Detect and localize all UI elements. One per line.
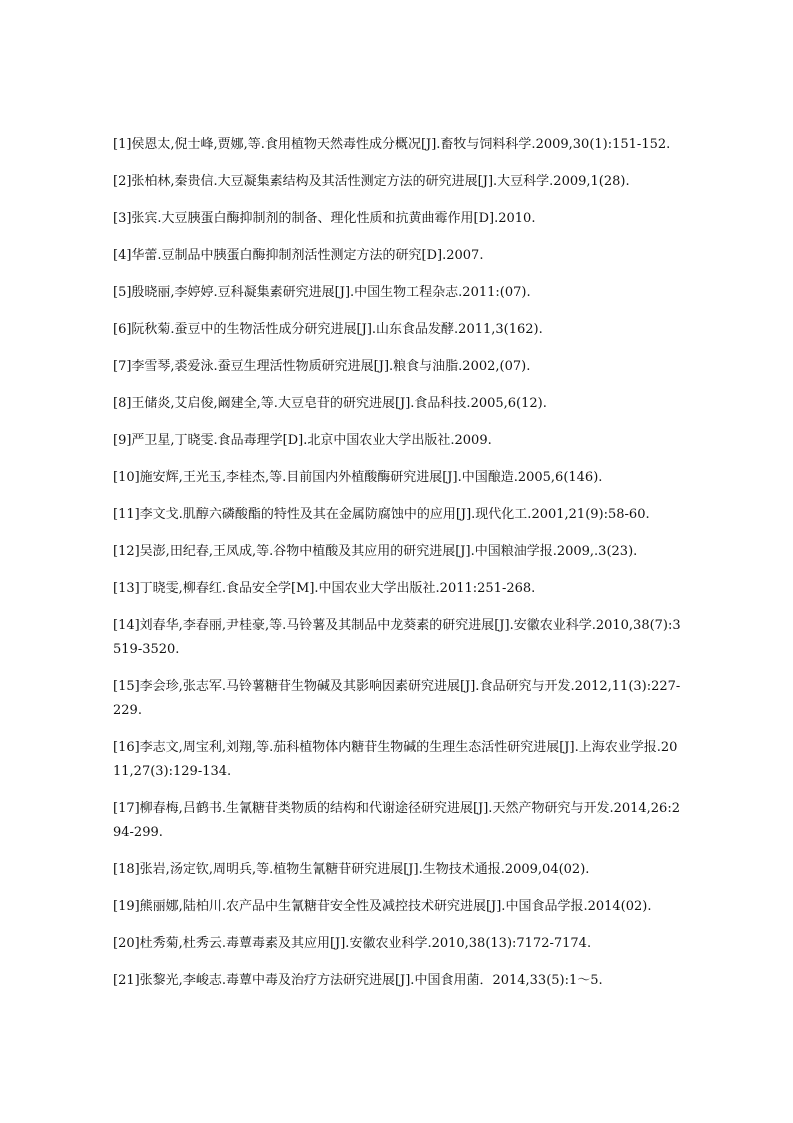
reference-item: [18]张岩,汤定钦,周明兵,等.植物生氰糖苷研究进展[J].生物技术通报.2009,04(02). <box>113 862 590 877</box>
reference-list <box>113 133 685 1006</box>
reference-item: [6]阮秋菊.蚕豆中的生物活性成分研究进展[J].山东食品发酵.2011,3(162). <box>113 322 543 337</box>
reference-item: [15]李会珍,张志军.马铃薯糖苷生物碱及其影响因素研究进展[J].食品研究与开发.2012,11(3):227-229. <box>113 679 681 718</box>
reference-item: [17]柳春梅,吕鹤书.生氰糖苷类物质的结构和代谢途径研究进展[J].天然产物研究与开发.2014,26:294-299. <box>113 801 680 840</box>
reference-item: [21]张黎光,李峻志.毒蕈中毒及治疗方法研究进展[J].中国食用菌．2014,33(5):1～5. <box>113 973 603 988</box>
reference-item: [20]杜秀菊,杜秀云.毒蕈毒素及其应用[J].安徽农业科学.2010,38(13):7172-7174. <box>113 936 592 951</box>
reference-item: [9]严卫星,丁晓雯.食品毒理学[D].北京中国农业大学出版社.2009. <box>113 433 492 448</box>
reference-item: [10]施安辉,王光玉,李桂杰,等.目前国内外植酸酶研究进展[J].中国酿造.2005,6(146). <box>113 470 603 485</box>
reference-item: [12]吴澎,田纪春,王凤成,等.谷物中植酸及其应用的研究进展[J].中国粮油学报.2009,.3(23). <box>113 544 638 559</box>
reference-item: [14]刘春华,李春丽,尹桂豪,等.马铃薯及其制品中龙葵素的研究进展[J].安徽农业科学.2010,38(7):3519-3520. <box>113 618 681 657</box>
reference-item: [11]李文戈.肌醇六磷酸酯的特性及其在金属防腐蚀中的应用[J].现代化工.2001,21(9):58-60. <box>113 507 650 522</box>
reference-item: [4]华蕾.豆制品中胰蛋白酶抑制剂活性测定方法的研究[D].2007. <box>113 248 484 263</box>
reference-item: [16]李志文,周宝利,刘翔,等.茄科植物体内糖苷生物碱的生理生态活性研究进展[J].上海农业学报.2011,27(3):129-134. <box>113 740 678 779</box>
reference-item: [5]殷晓丽,李婷婷.豆科凝集素研究进展[J].中国生物工程杂志.2011:(07). <box>113 285 531 300</box>
reference-item: [2]张柏林,秦贵信.大豆凝集素结构及其活性测定方法的研究进展[J].大豆科学.2009,1(28). <box>113 174 630 189</box>
reference-item: [19]熊丽娜,陆柏川.农产品中生氰糖苷安全性及减控技术研究进展[J].中国食品学报.2014(02). <box>113 899 652 914</box>
reference-item: [13]丁晓雯,柳春红.食品安全学[M].中国农业大学出版社.2011:251-268. <box>113 581 536 596</box>
reference-item: [1]侯恩太,倪士峰,贾娜,等.食用植物天然毒性成分概况[J].畜牧与饲料科学.2009,30(1):151-152. <box>113 137 671 152</box>
reference-item: [7]李雪琴,裘爱泳.蚕豆生理活性物质研究进展[J].粮食与油脂.2002,(07). <box>113 359 531 374</box>
reference-item: [8]王储炎,艾启俊,阚建全,等.大豆皂苷的研究进展[J].食品科技.2005,6(12). <box>113 396 547 411</box>
reference-item: [3]张宾.大豆胰蛋白酶抑制剂的制备、理化性质和抗黄曲霉作用[D].2010. <box>113 211 536 226</box>
